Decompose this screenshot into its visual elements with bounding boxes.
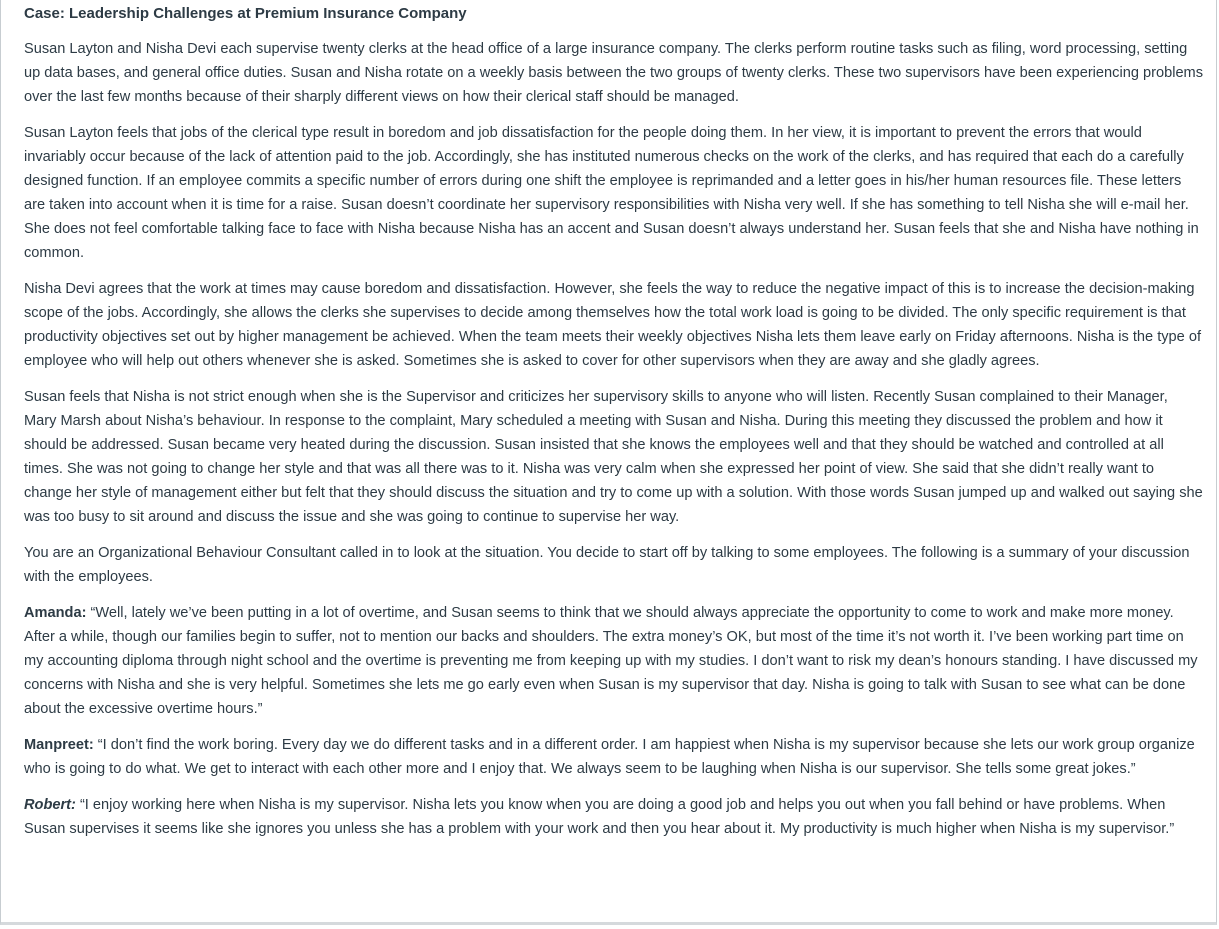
quote-manpreet-text: “I don’t find the work boring. Every day we do different tasks and in a different order. I am happiest when Nisha is my supervisor because she lets our work group organize who is going to do what. We get to interact with each other more and I enjoy that. We always seem to be laughing when Nisha is our supervisor. She tells some great jokes.” xyxy=(24,737,1195,777)
speaker-amanda: Amanda: xyxy=(24,605,87,621)
speaker-manpreet: Manpreet: xyxy=(24,737,94,753)
paragraph-susan-view: Susan Layton feels that jobs of the clerical type result in boredom and job dissatisfaction for the people doing them. In her view, it is important to prevent the errors that would invariably occur because of the lack of attention paid to the job. Accordingly, she has instituted numerous checks on the work of the clerks, and has required that each do a carefully designed function. If an employee commits a specific number of errors during one shift the employee is reprimanded and a letter goes in his/her human resources file. These letters are taken into account when it is time for a raise. Susan doesn’t coordinate her supervisory responsibilities with Nisha very well. If she has something to tell Nisha she will e-mail her. She does not feel comfortable talking face to face with Nisha because Nisha has an accent and Susan doesn’t always understand her. Susan feels that she and Nisha have nothing in common. xyxy=(24,125,1199,261)
paragraph-consultant: You are an Organizational Behaviour Consultant called in to look at the situation. You decide to start off by talking to some employees. The following is a summary of your discussion with the employees. xyxy=(24,545,1190,585)
case-title: Case: Leadership Challenges at Premium Insurance Company xyxy=(24,5,467,22)
quote-amanda xyxy=(24,601,1204,721)
paragraph-conflict: Susan feels that Nisha is not strict enough when she is the Supervisor and criticizes her supervisory skills to anyone who will listen. Recently Susan complained to their Manager, Mary Marsh about Nisha’s behaviour. In response to the complaint, Mary scheduled a meeting with Susan and Nisha. During this meeting they discussed the problem and how it should be addressed. Susan became very heated during the discussion. Susan insisted that she knows the employees well and that they should be watched and controlled at all times. She was not going to change her style and that was all there was to it. Nisha was very calm when she expressed her point of view. She said that she didn’t really want to change her style of management either but felt that they should discuss the situation and try to come up with a solution. With those words Susan jumped up and walked out saying she was too busy to sit around and discuss the issue and she was going to continue to supervise her way. xyxy=(24,389,1203,525)
speaker-robert: Robert: xyxy=(24,797,76,813)
quote-robert xyxy=(24,793,1204,841)
paragraph-intro: Susan Layton and Nisha Devi each supervise twenty clerks at the head office of a large insurance company. The clerks perform routine tasks such as filing, word processing, setting up data bases, and general office duties. Susan and Nisha rotate on a weekly basis between the two groups of twenty clerks. These two supervisors have been experiencing problems over the last few months because of their sharply different views on how their clerical staff should be managed. xyxy=(24,41,1204,105)
quote-manpreet xyxy=(24,733,1204,781)
quote-amanda-text: “Well, lately we’ve been putting in a lot of overtime, and Susan seems to think that we should always appreciate the opportunity to come to work and make more money. After a while, though our families begin to suffer, not to mention our backs and shoulders. The extra money’s OK, but most of the time it’s not worth it. I’ve been working part time on my accounting diploma through night school and the overtime is preventing me from keeping up with my studies. I don’t want to risk my dean’s honours standing. I have discussed my concerns with Nisha and she is very helpful. Sometimes she lets me go early even when Susan is my supervisor that day. Nisha is going to talk with Susan to see what can be done about the excessive overtime hours.” xyxy=(24,605,1198,717)
paragraph-nisha-view: Nisha Devi agrees that the work at times may cause boredom and dissatisfaction. However, she feels the way to reduce the negative impact of this is to increase the decision-making scope of the jobs. Accordingly, she allows the clerks she supervises to decide among themselves how the total work load is going to be divided. The only specific requirement is that productivity objectives set out by higher management be achieved. When the team meets their weekly objectives Nisha lets them leave early on Friday afternoons. Nisha is the type of employee who will help out others whenever she is asked. Sometimes she is asked to cover for other supervisors when they are away and she gladly agrees. xyxy=(24,281,1202,369)
quote-robert-text: “I enjoy working here when Nisha is my supervisor. Nisha lets you know when you are doing a good job and helps you out when you fall behind or have problems. When Susan supervises it seems like she ignores you unless she has a problem with your work and then you hear about it. My productivity is much higher when Nisha is my supervisor.” xyxy=(24,797,1175,837)
